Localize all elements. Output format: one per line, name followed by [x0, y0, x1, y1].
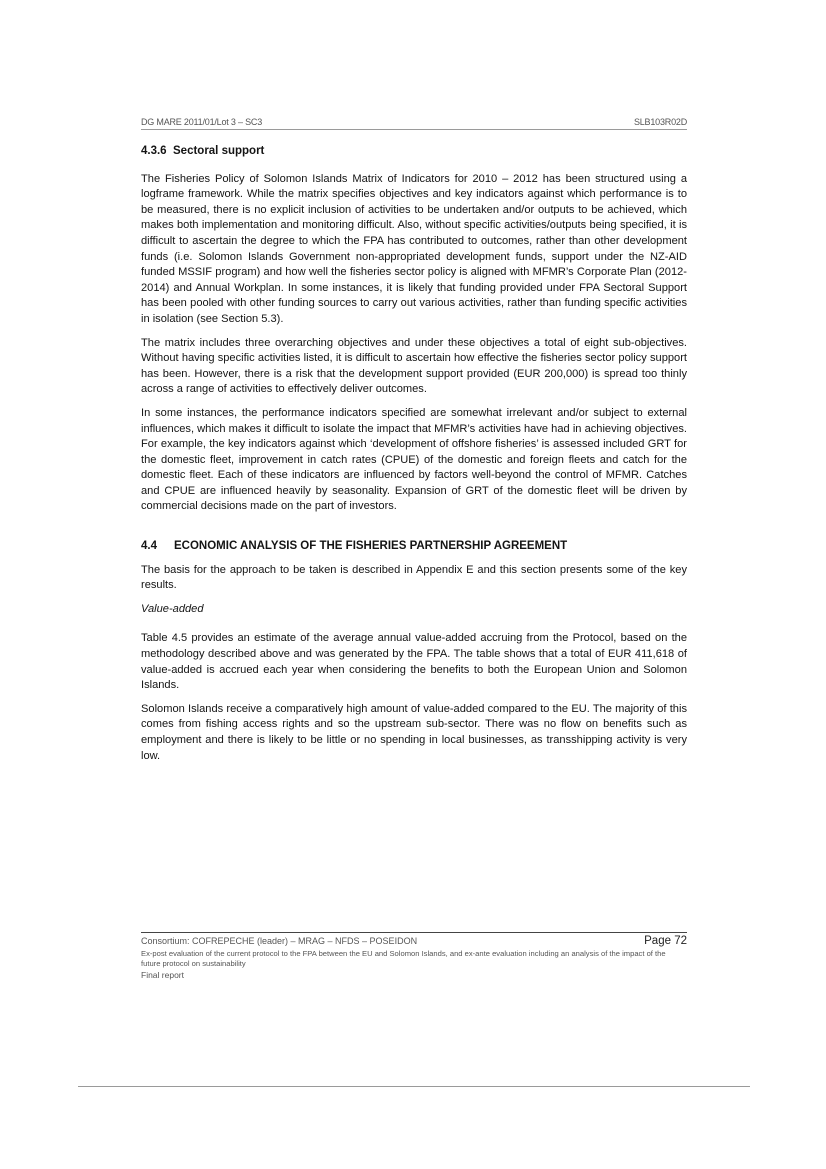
main-content [141, 144, 687, 772]
running-header [141, 117, 687, 130]
running-footer [141, 932, 687, 981]
section-436-number: 4.3.6 [141, 145, 167, 157]
footer-consortium: Consortium: COFREPECHE (leader) – MRAG – NFDS – POSEIDON [141, 936, 418, 946]
paragraph: The Fisheries Policy of Solomon Islands Matrix of Indicators for 2010 – 2012 has been structured using a logframe framework. While the matrix specifies objectives and key indicators against which performance is to be measured, there is no explicit inclusion of activities to be undertaken and/or outputs to be achieved, which makes both implementation and monitoring difficult. Also, without specific activities/outputs being specified, it is difficult to ascertain the degree to which the FPA has contributed to outcomes, rather than other development funds (i.e. Solomon Islands Government non-appropriated development funds, support under the NZ-AID funded MSSIF program) and how well the fisheries sector policy is aligned with MFMR’s Corporate Plan (2012-2014) and Annual Workplan. In some instances, it is likely that funding provided under FPA Sectoral Support has been pooled with other funding sources to carry out various activities, rather than funding specific activities in isolation (see Section 5.3). [141, 172, 687, 325]
section-436-heading [141, 144, 687, 160]
header-project-ref: DG MARE 2011/01/Lot 3 – SC3 [141, 117, 262, 127]
page-number: Page 72 [644, 935, 687, 947]
page-bottom-divider [78, 1086, 750, 1087]
section-44-title: ECONOMIC ANALYSIS OF THE FISHERIES PARTNERSHIP AGREEMENT [174, 540, 568, 553]
paragraph: Solomon Islands receive a comparatively high amount of value-added compared to the EU. The majority of this comes from fishing access rights and so the upstream sub-sector. There was no flow on benefits such as employment and there is likely to be little or no spending in local businesses, as transshipping activity is very low. [141, 702, 687, 762]
footer-status: Final report [141, 970, 184, 980]
section-436-title: Sectoral support [173, 145, 265, 157]
paragraph: In some instances, the performance indicators specified are somewhat irrelevant and/or subject to external influences, which makes it difficult to isolate the impact that MFMR’s activities have had in achieving objectives. For example, the key indicators against which ‘development of offshore fisheries’ is assessed included GRT for the domestic fleet, improvement in catch rates (CPUE) of the domestic and foreign fleets and catch for the domestic fleet. Each of these indicators are influenced by factors well-beyond the control of MFMR. Catches and CPUE are influenced heavily by seasonality. Expansion of GRT of the domestic fleet will be driven by commercial decisions made on the part of investors. [141, 406, 687, 513]
paragraph: Table 4.5 provides an estimate of the average annual value-added accruing from the Protocol, based on the methodology described above and was generated by the FPA. The table shows that a total of EUR 411,618 of value-added is accrued each year when considering the benefits to both the European Union and Solomon Islands. [141, 632, 687, 692]
subheading-value-added: Value-added [141, 602, 204, 615]
section-44-heading [141, 539, 687, 555]
section-44-number: 4.4 [141, 540, 157, 553]
paragraph: The matrix includes three overarching objectives and under these objectives a total of eight sub-objectives. Without having specific activities listed, it is difficult to ascertain how effective the fisheries sector policy support has been. However, there is a risk that the development support provided (EUR 200,000) is spread too thinly across a range of activities to effectively deliver outcomes. [141, 336, 687, 396]
paragraph: The basis for the approach to be taken is described in Appendix E and this section presents some of the key results. [141, 563, 687, 592]
footer-description: Ex-post evaluation of the current protocol to the FPA between the EU and Solomon Islands, and ex-ante evaluation including an analysis of the impact of the future protocol on sustainability [141, 949, 666, 968]
header-doc-code: SLB103R02D [633, 117, 687, 127]
